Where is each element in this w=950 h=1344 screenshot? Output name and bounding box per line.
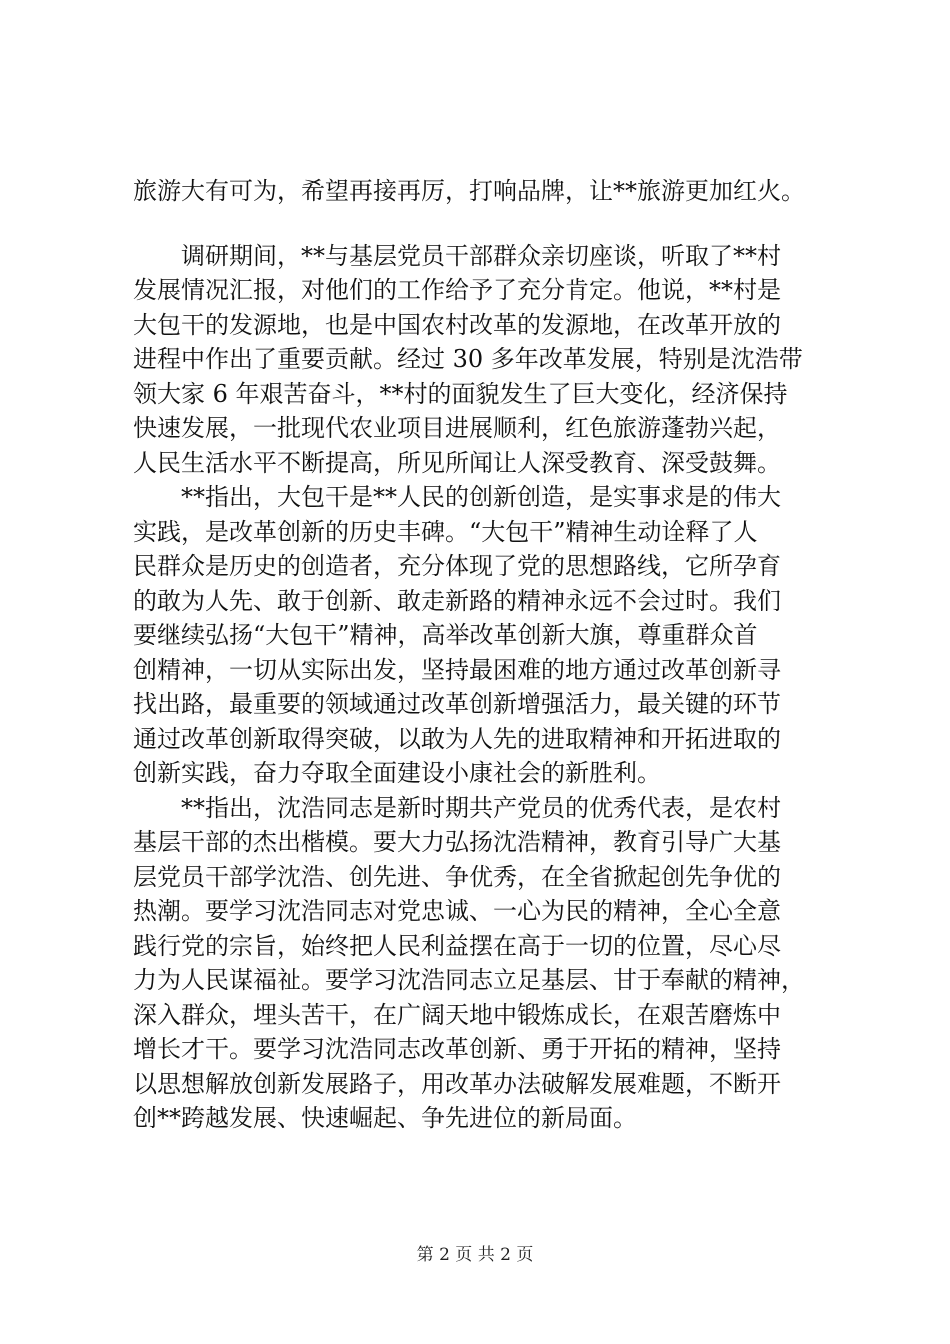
- text-line: 大包干的发源地，也是中国农村改革的发源地，在改革开放的: [133, 310, 781, 339]
- text-line: 以思想解放创新发展路子，用改革办法破解发展难题，不断开: [133, 1069, 781, 1098]
- text-line: 领大家 6 年艰苦奋斗，**村的面貌发生了巨大变化，经济保持: [133, 379, 788, 408]
- text-line: 增长才干。要学习沈浩同志改革创新、勇于开拓的精神，坚持: [133, 1035, 781, 1063]
- text-line: 通过改革创新取得突破，以敢为人先的进取精神和开拓进取的: [133, 724, 781, 753]
- text-line: 进程中作出了重要贡献。经过 30 多年改革发展，特别是沈浩带: [133, 345, 803, 373]
- text-line: **指出，沈浩同志是新时期共产党员的优秀代表，是农村: [181, 793, 781, 822]
- text-line: 要继续弘扬“大包干”精神，高举改革创新大旗，尊重群众首: [133, 621, 758, 649]
- text-line: 的敢为人先、敢于创新、敢走新路的精神永远不会过时。我们: [133, 586, 781, 615]
- text-line: 基层干部的杰出楷模。要大力弘扬沈浩精神，教育引导广大基: [133, 828, 781, 856]
- text-line: 快速发展，一批现代农业项目进展顺利，红色旅游蓬勃兴起，: [133, 414, 781, 442]
- text-line: 人民生活水平不断提高，所见所闻让人深受教育、深受鼓舞。: [133, 448, 781, 477]
- text-line: 深入群众，埋头苦干，在广阔天地中锻炼成长，在艰苦磨炼中: [133, 1000, 781, 1029]
- text-line: 实践，是改革创新的历史丰碑。“大包干”精神生动诠释了人: [133, 517, 758, 546]
- text-line: 创**跨越发展、快速崛起、争先进位的新局面。: [133, 1104, 637, 1132]
- paragraph-3: [133, 791, 833, 1136]
- paragraph-0: [133, 174, 833, 209]
- text-line: 旅游大有可为，希望再接再厉，打响品牌，让**旅游更加红火。: [133, 177, 805, 205]
- text-line: 层党员干部学沈浩、创先进、争优秀，在全省掀起创先争优的: [133, 862, 781, 891]
- text-line: **指出，大包干是**人民的创新创造，是实事求是的伟大: [181, 483, 781, 511]
- text-line: 发展情况汇报，对他们的工作给予了充分肯定。他说，**村是: [133, 276, 781, 304]
- text-line: 力为人民谋福祉。要学习沈浩同志立足基层、甘于奉献的精神，: [133, 966, 805, 994]
- text-line: 民群众是历史的创造者，充分体现了党的思想路线，它所孕育: [133, 552, 781, 580]
- text-line: 找出路，最重要的领域通过改革创新增强活力，最关键的环节: [133, 690, 781, 718]
- paragraph-2: [133, 480, 833, 791]
- document-body: [133, 174, 833, 1136]
- text-line: 创新实践，奋力夺取全面建设小康社会的新胜利。: [133, 759, 661, 787]
- text-line: 调研期间，**与基层党员干部群众亲切座谈，听取了**村: [181, 241, 781, 270]
- paragraph-gap: [133, 209, 833, 239]
- text-line: 热潮。要学习沈浩同志对党忠诚、一心为民的精神，全心全意: [133, 897, 781, 925]
- text-line: 践行党的宗旨，始终把人民利益摆在高于一切的位置，尽心尽: [133, 931, 781, 960]
- page-number-footer: 第 2 页 共 2 页: [416, 1245, 534, 1265]
- paragraph-1: [133, 239, 833, 481]
- text-line: 创精神，一切从实际出发，坚持最困难的地方通过改革创新寻: [133, 655, 781, 684]
